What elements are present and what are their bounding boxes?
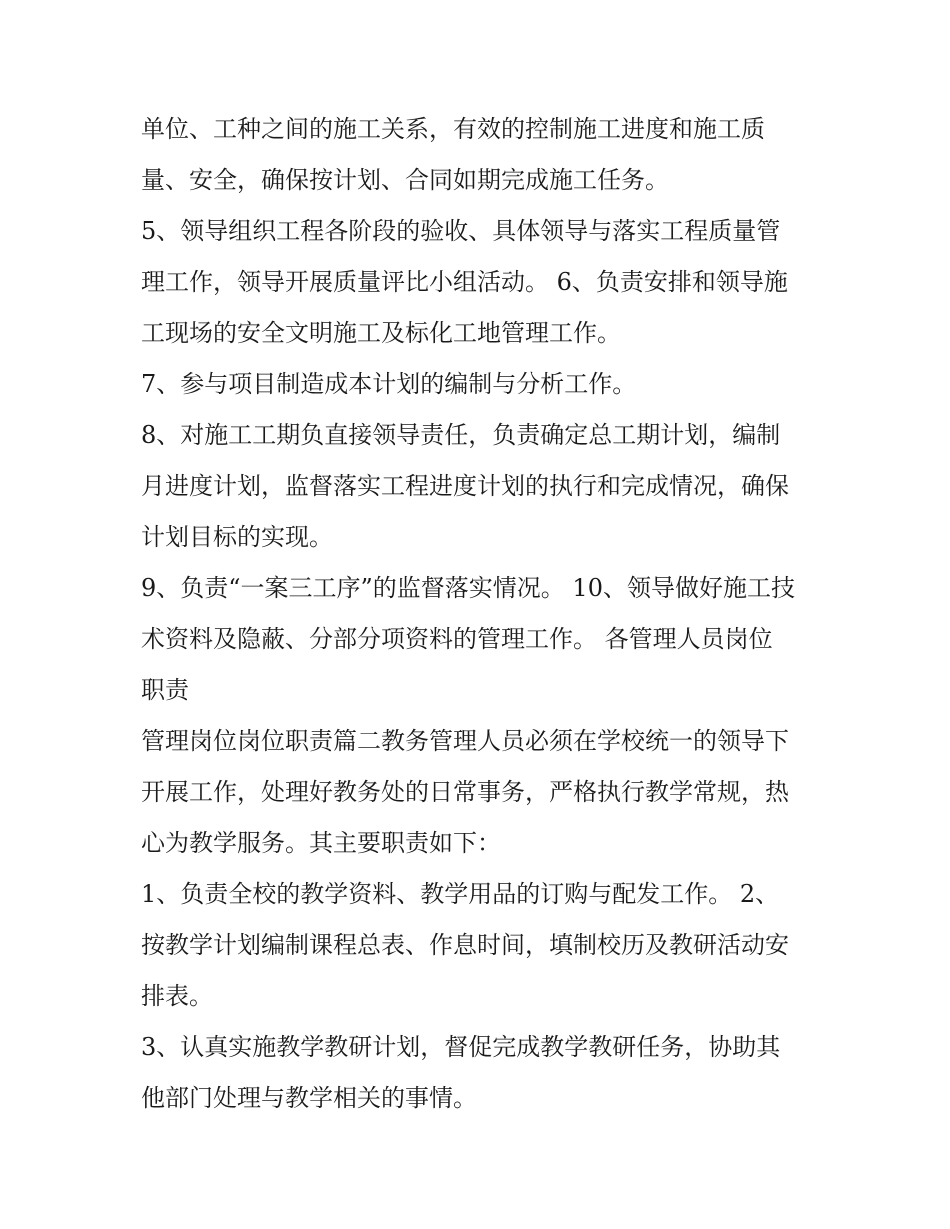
text-line: 理工作，领导开展质量评比小组活动。 6、负责安排和领导施	[141, 268, 788, 296]
text-line: 3、认真实施教学教研计划，督促完成教学教研任务，协助其	[141, 1033, 781, 1061]
text-line: 术资料及隐蔽、分部分项资料的管理工作。 各管理人员岗位	[141, 625, 773, 653]
text-line: 5、领导组织工程各阶段的验收、具体领导与落实工程质量管	[141, 217, 781, 245]
text-line: 按教学计划编制课程总表、作息时间，填制校历及教研活动安	[141, 931, 789, 959]
text-line: 开展工作，处理好教务处的日常事务，严格执行教学常规，热	[141, 778, 789, 806]
text-line: 量、安全，确保按计划、合同如期完成施工任务。	[141, 166, 669, 194]
text-line: 8、对施工工期负直接领导责任，负责确定总工期计划，编制	[141, 421, 781, 449]
document-body	[141, 104, 821, 1124]
text-line: 计划目标的实现。	[141, 523, 333, 551]
text-line: 他部门处理与教学相关的事情。	[141, 1084, 477, 1112]
text-line: 月进度计划，监督落实工程进度计划的执行和完成情况，确保	[141, 472, 789, 500]
text-line: 排表。	[141, 982, 213, 1010]
text-line: 1、负责全校的教学资料、教学用品的订购与配发工作。 2、	[141, 880, 780, 908]
text-line: 职责	[141, 676, 189, 704]
text-line: 工现场的安全文明施工及标化工地管理工作。	[141, 319, 621, 347]
text-line: 心为教学服务。其主要职责如下：	[141, 829, 501, 857]
text-line: 管理岗位岗位职责篇二教务管理人员必须在学校统一的领导下	[141, 727, 789, 755]
text-line: 单位、工种之间的施工关系，有效的控制施工进度和施工质	[141, 115, 765, 143]
text-line: 7、参与项目制造成本计划的编制与分析工作。	[141, 370, 637, 398]
text-line: 9、负责“一案三工序”的监督落实情况。 10、领导做好施工技	[141, 574, 795, 602]
